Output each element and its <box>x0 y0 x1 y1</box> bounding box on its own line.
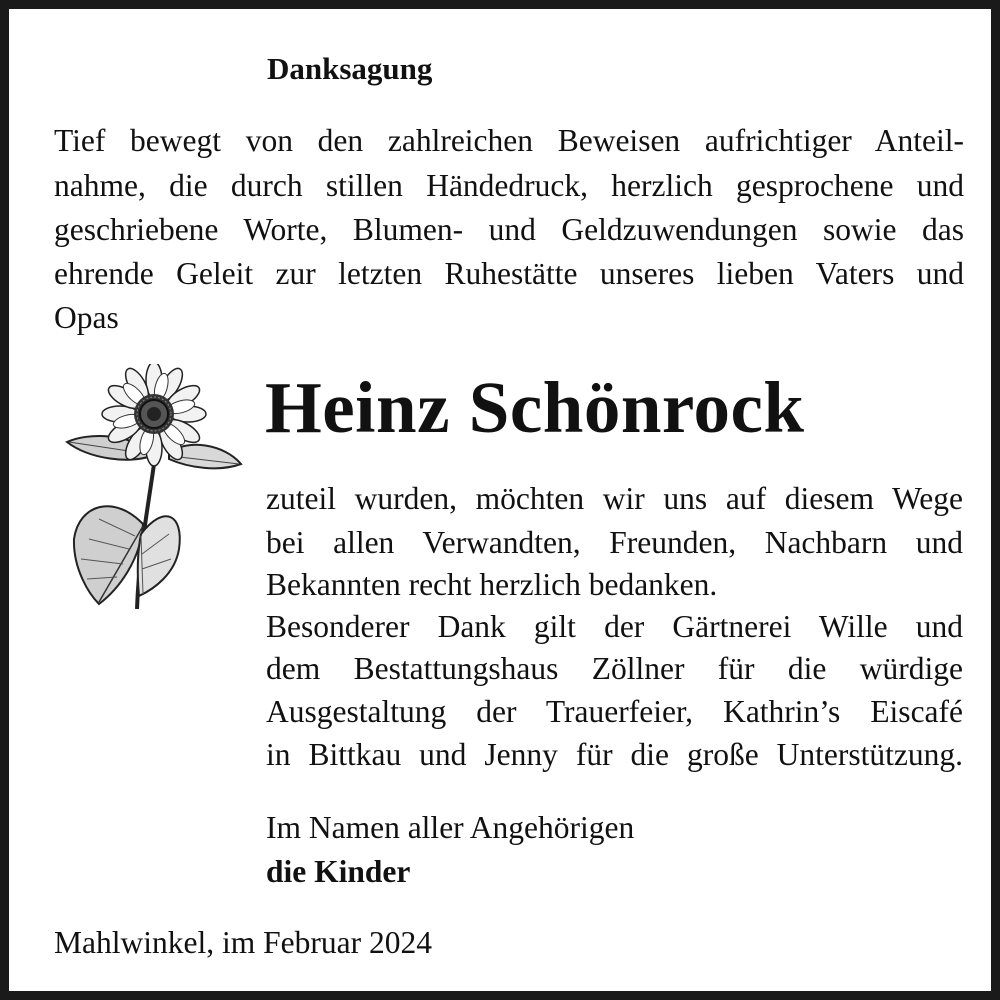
intro-line: nahme, die durch stillen Händedruck, herzlich gesprochene und <box>54 168 964 203</box>
body-line: in Bittkau und Jenny für die große Unterstützung. <box>266 737 963 772</box>
intro-line: geschriebene Worte, Blumen- und Geldzuwendungen sowie das <box>54 212 964 247</box>
place-date: Mahlwinkel, im Februar 2024 <box>54 925 432 960</box>
body-line: bei allen Verwandten, Freunden, Nachbarn und <box>266 525 963 560</box>
notice-heading: Danksagung <box>267 51 433 86</box>
body-line: dem Bestattungshaus Zöllner für die würdige <box>266 651 963 686</box>
closing-line: Im Namen aller Angehörigen <box>266 810 635 845</box>
sunflower-icon <box>59 364 244 609</box>
body-line: Ausgestaltung der Trauerfeier, Kathrin’s Eiscafé <box>266 694 963 729</box>
deceased-name: Heinz Schönrock <box>265 367 805 448</box>
signature: die Kinder <box>266 854 411 889</box>
intro-line: ehrende Geleit zur letzten Ruhestätte unseres lieben Vaters und <box>54 256 964 291</box>
intro-line: Opas <box>54 300 119 335</box>
body-line: zuteil wurden, möchten wir uns auf diesem Wege <box>266 481 963 516</box>
body-line: Besonderer Dank gilt der Gärtnerei Wille und <box>266 609 963 644</box>
body-line: Bekannten recht herzlich bedanken. <box>266 567 718 602</box>
intro-line: Tief bewegt von den zahlreichen Beweisen aufrichtiger Anteil- <box>54 123 964 158</box>
